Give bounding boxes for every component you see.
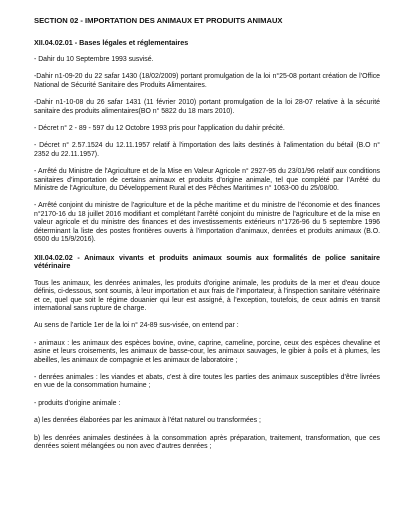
legal-item-decret-1957: - Décret n° 2.57.1524 du 12.11.1957 relatif à l'importation des laits destinés à l'alimentation du bétail (B.O n° 2352 du 22.11.1957).	[34, 142, 380, 158]
subsection-title-live-animals: XII.04.02.02 - Animaux vivants et produits animaux soumis aux formalités de police sanitaire vétérinaire	[34, 252, 380, 271]
document-page	[34, 16, 380, 460]
body-paragraph-inspection: Tous les animaux, les denrées animales, les produits d'origine animale, les produits de la mer et d'eau douce définis, ci-dessous, sont soumis, à leur importation et aux frais de l’importateur, à l’inspection sanitaire vétérinaire et ce, quel que soit le régime douanier qui leur est assigné, à l’exception, toutefois, de ceux admis en transit international sans rupture de charge.	[34, 279, 380, 312]
legal-item-arrete-1996: - Arrêté du Ministre de l'Agriculture et de la Mise en Valeur Agricole n° 2927-95 du 23/01/96 relatif aux conditions sanitaires d’importation de certains animaux et produits d'origine animale, tel que complété par l’Arrêté du Ministre de l’Agriculture, du Développement Rural et des Pêches Maritimes n° 1063-00 du 25/08/00.	[34, 168, 380, 193]
legal-item-dahir-1993: - Dahir du 10 Septembre 1993 susvisé.	[34, 56, 154, 63]
definition-animaux: - animaux : les animaux des espèces bovine, ovine, caprine, cameline, porcine, ceux des espèces chevaline et asine et leurs croisements, les animaux de basse-cour, les animaux sauvages, le gibier à poils et à plumes, les abeilles, les animaux de compagnie et les animaux de laboratoire ;	[34, 339, 380, 364]
subsection-title-legal-bases: XII.04.02.01 - Bases légales et réglementaires	[34, 38, 189, 47]
definition-denrees-animales: - denrées animales : les viandes et abats, c'est à dire toutes les parties des animaux susceptibles d'être livrées en vue de la consommation humaine ;	[34, 373, 380, 390]
body-paragraph-definitions-intro: Au sens de l’article 1er de la loi n° 24-89 sus-visée, on entend par :	[34, 322, 239, 330]
legal-item-dahir-2009: -Dahir n1-09-20 du 22 safar 1430 (18/02/2009) portant promulgation de la loi n°25-08 portant création de l’Office National de Sécurité Sanitaire des Produits Alimentaires.	[34, 73, 380, 89]
definition-produits-origine-animale: - produits d'origine animale :	[34, 399, 121, 407]
legal-item-arrete-2016: - Arrêté conjoint du ministre de l’agriculture et de la pêche maritime et du ministre de l’économie et des finances n°2170-16 du 18 juillet 2016 modifiant et complétant l’arrêté conjoint du ministre de l’agriculture et de la mise en valeur agricole et du ministre des finances et des investissements extérieurs n°1726-96 du 5 septembre 1996 déterminant la liste des postes frontières ouverts à l’importation d’animaux, denrées et produits animaux (B.O. 6500 du 15/9/2016).	[34, 202, 380, 244]
definition-item-a: a) les denrées élaborées par les animaux à l'état naturel ou transformées ;	[34, 417, 261, 425]
legal-item-decret-1993: - Décret n° 2 - 89 - 597 du 12 Octobre 1993 pris pour l'application du dahir précité.	[34, 125, 285, 133]
definition-item-b: b) les denrées animales destinées à la consommation après préparation, traitement, transformation, que ces denrées soient mélangées ou non avec d’autres denrées ;	[34, 434, 380, 450]
section-title: SECTION 02 - IMPORTATION DES ANIMAUX ET PRODUITS ANIMAUX	[34, 16, 283, 25]
legal-item-dahir-2010: -Dahir n1-10-08 du 26 safar 1431 (11 février 2010) portant promulgation de la loi 28-07 relative à la sécurité sanitaire des produits alimentaires(BO n° 5822 du 18 mars 2010).	[34, 99, 380, 115]
